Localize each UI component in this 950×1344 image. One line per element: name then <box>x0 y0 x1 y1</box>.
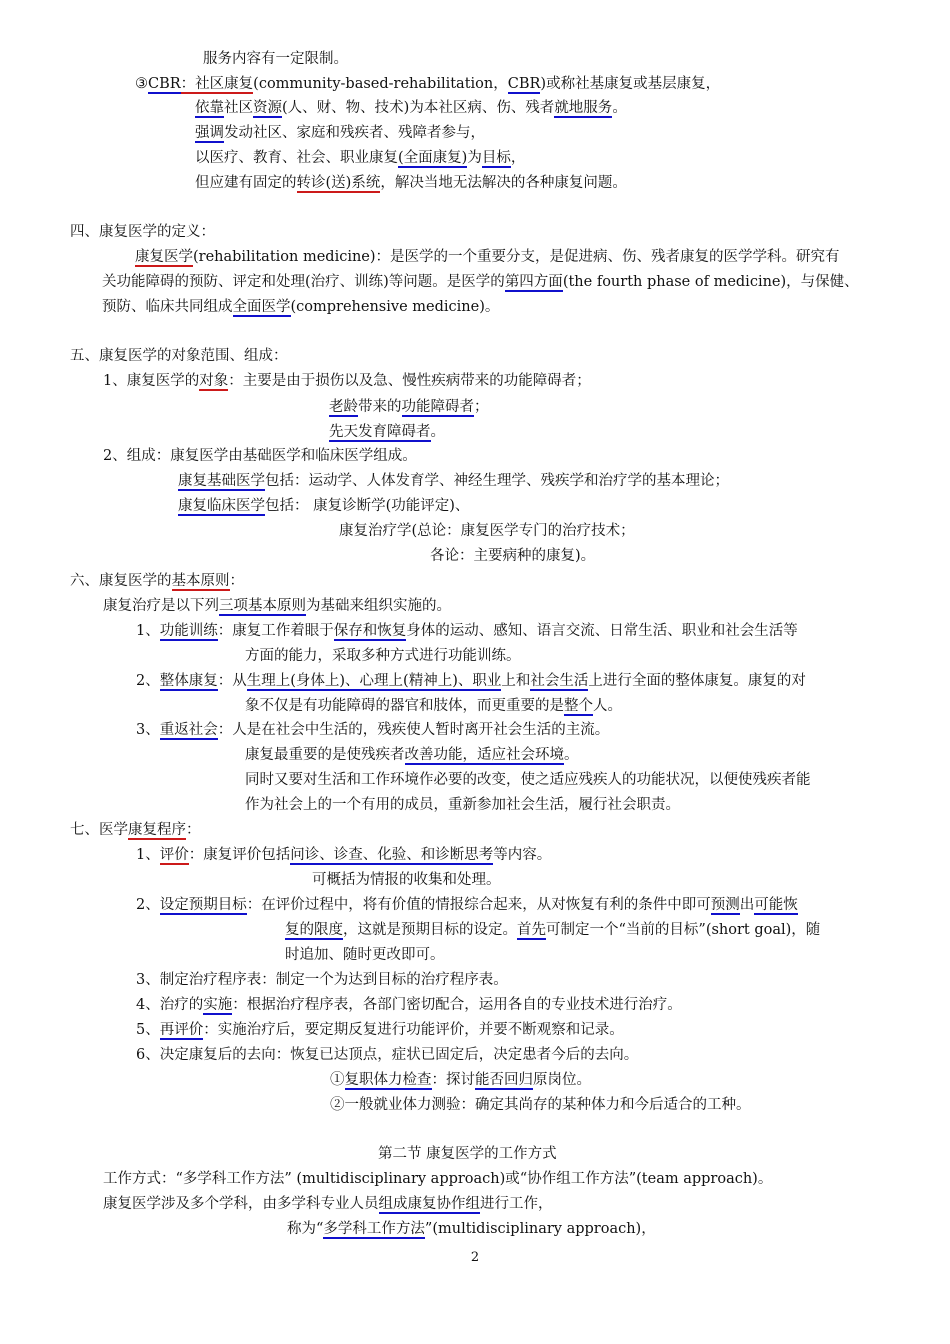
text-line <box>136 720 609 742</box>
text-line <box>245 745 579 767</box>
text-run: ：康复评价包括 <box>188 847 291 863</box>
text-run: ：在评价过程中，将有价值的情报综合起来，从对恢复有利的条件中即可 <box>246 897 711 913</box>
text-line <box>203 49 348 71</box>
text-run: 为 <box>467 150 482 166</box>
underlined-term: (全面康复) <box>398 150 468 166</box>
text-line <box>285 920 820 942</box>
underlined-term: 实施 <box>203 997 233 1013</box>
text-line <box>195 123 485 145</box>
text-line <box>70 820 201 842</box>
text-run: 四、康复医学的定义： <box>70 224 215 240</box>
text-line <box>103 1169 772 1191</box>
text-run: 五、康复医学的对象范围、组成： <box>70 348 288 364</box>
text-run: 5、 <box>136 1022 160 1038</box>
text-run: 以医疗、教育、社会、职业康复 <box>195 150 398 166</box>
text-run: 上和 <box>501 673 531 689</box>
text-run: 包括：运动学、人体发育学、神经生理学、残疾学和治疗学的基本理论； <box>265 473 729 489</box>
text-line <box>103 596 451 618</box>
text-run: 原岗位。 <box>533 1072 591 1088</box>
underlined-term: 多学科工作方法 <box>323 1221 425 1237</box>
underlined-term: 三项基本原则 <box>219 598 306 614</box>
text-line <box>103 1194 553 1216</box>
text-line <box>378 1144 557 1166</box>
text-run: 预防、临床共同组成 <box>102 299 233 315</box>
text-run: 关功能障碍的预防、评定和处理(治疗、训练)等问题。是医学的 <box>102 274 505 290</box>
underlined-term: 目标 <box>481 150 511 166</box>
text-run: ：人是在社会中生活的，残疾使人暂时离开社会生活的主流。 <box>217 722 610 738</box>
text-run: 方面的能力，采取多种方式进行功能训练。 <box>245 648 521 664</box>
underlined-term: 功能障碍者 <box>401 399 474 415</box>
text-line <box>178 496 469 518</box>
text-line <box>195 98 627 120</box>
text-run: 1、 <box>136 623 160 639</box>
text-line <box>102 272 859 294</box>
underlined-term: 社会生活 <box>530 673 589 689</box>
text-run: 作为社会上的一个有用的成员，重新参加社会生活，履行社会职责。 <box>245 797 680 813</box>
text-run: 身体的运动、感知、语言交流、日常生活、职业和社会生活等 <box>406 623 798 639</box>
text-run: (the fourth phase of medicine)，与保健、 <box>562 274 859 290</box>
underlined-term: 生理上(身体上)、心理上(精神上)、职业 <box>246 673 502 689</box>
page-number: 2 <box>470 1250 480 1265</box>
text-line <box>195 173 627 195</box>
underlined-term: 再评价 <box>159 1022 204 1038</box>
text-run: 1、 <box>136 847 160 863</box>
text-run: 带来的 <box>358 399 402 415</box>
text-run: ②一般就业体力测验：确定其尚存的某种体力和今后适合的工种。 <box>330 1097 751 1113</box>
text-run: 3、 <box>136 722 160 738</box>
text-run: (rehabilitation medicine)：是医学的一个重要分支，是促进病、伤、残者康复的医学学科。研究有 <box>193 249 840 265</box>
underlined-term: 康复医学 <box>135 249 193 265</box>
text-run: 。 <box>430 424 445 440</box>
text-run: 但应建有固定的 <box>195 175 297 191</box>
text-line <box>136 895 798 917</box>
text-line <box>339 521 635 543</box>
text-line <box>245 795 680 817</box>
text-run: )或称社基康复或基层康复， <box>540 76 721 92</box>
underlined-term: 基本原则 <box>171 573 230 589</box>
text-run: 包括： 康复诊断学(功能评定)、 <box>265 498 470 514</box>
text-run: 2、 <box>136 897 160 913</box>
text-run: 同时又要对生活和工作环境作必要的改变，使之适应残疾人的功能状况，以便使残疾者能 <box>245 772 811 788</box>
text-line <box>136 671 806 693</box>
text-run: ， <box>510 150 526 166</box>
underlined-term: ：社区康复 <box>180 76 254 92</box>
text-line <box>178 471 729 493</box>
text-run: 康复最重要的是使残疾者 <box>245 747 405 763</box>
underlined-term: 保存和恢复 <box>333 623 407 639</box>
text-run: 进行工作， <box>480 1196 553 1212</box>
text-line <box>136 995 682 1017</box>
underlined-term: 复职体力检查 <box>344 1072 432 1088</box>
text-run: 出 <box>739 897 755 913</box>
text-line <box>136 1045 638 1067</box>
underlined-term: 先天发育障碍者 <box>329 424 431 440</box>
underlined-term: CBR <box>148 76 181 92</box>
text-line <box>287 1219 656 1241</box>
text-run: 3、制定治疗程序表：制定一个为达到目标的治疗程序表。 <box>136 972 508 988</box>
text-run: ”(multidisciplinary approach)， <box>424 1221 656 1237</box>
underlined-term: 能否回归 <box>475 1072 533 1088</box>
text-run: (community-based-rehabilitation， <box>253 76 508 92</box>
text-line <box>285 945 445 967</box>
text-run: 六、康复医学的 <box>70 573 172 589</box>
underlined-term: 就地服务 <box>554 100 613 116</box>
text-run: (人、财、物、技术)为本社区病、伤、残者 <box>282 100 555 116</box>
underlined-term: 设定预期目标 <box>159 897 247 913</box>
text-run: ，解决当地无法解决的各种康复问题。 <box>380 175 627 191</box>
text-run: 2、 <box>136 673 160 689</box>
underlined-term: 首先 <box>517 922 546 938</box>
text-run: ：探讨 <box>431 1072 475 1088</box>
text-run: (comprehensive medicine)。 <box>290 299 500 315</box>
text-line <box>102 297 499 319</box>
text-run: 七、医学 <box>70 822 128 838</box>
underlined-term: 复的限度 <box>285 922 343 938</box>
text-run: 4、治疗的 <box>136 997 204 1013</box>
underlined-term: 依靠 <box>195 100 224 116</box>
text-run: 称为“ <box>287 1221 324 1237</box>
text-run: 为基础来组织实施的。 <box>306 598 451 614</box>
text-line <box>330 1070 591 1092</box>
text-run: 第二节 康复医学的工作方式 <box>378 1146 557 1162</box>
text-line <box>312 870 501 892</box>
text-line <box>245 696 622 718</box>
underlined-term: 可能恢 <box>754 897 798 913</box>
text-run: ：从 <box>217 673 247 689</box>
text-run: 人。 <box>593 698 622 714</box>
text-run: 时追加、随时更改即可。 <box>285 947 445 963</box>
text-line <box>136 1020 624 1042</box>
underlined-term: 第四方面 <box>504 274 563 290</box>
text-run: 可制定一个“当前的目标”(short goal)，随 <box>546 922 821 938</box>
text-run: 6、决定康复后的去向：恢复已达顶点，症状已固定后，决定患者今后的去向。 <box>136 1047 639 1063</box>
text-run: 上进行全面的整体康复。康复的对 <box>588 673 806 689</box>
underlined-term: CBR <box>507 76 541 92</box>
text-line <box>135 74 720 96</box>
text-line <box>135 247 840 269</box>
text-line <box>329 397 489 419</box>
text-run: ① <box>330 1072 345 1088</box>
underlined-term: 强调 <box>195 125 224 141</box>
underlined-term: 组成康复协作组 <box>378 1196 480 1212</box>
text-run: 社区 <box>224 100 253 116</box>
text-run: 服务内容有一定限制。 <box>203 51 348 67</box>
text-run: ：根据治疗程序表，各部门密切配合，运用各自的专业技术进行治疗。 <box>232 997 682 1013</box>
underlined-term: 整个 <box>564 698 593 714</box>
text-run: ：主要是由于损伤以及急、慢性疾病带来的功能障碍者； <box>228 373 591 389</box>
underlined-term: 资源 <box>253 100 282 116</box>
text-line <box>136 621 798 643</box>
underlined-term: 康复基础医学 <box>178 473 265 489</box>
text-run: 康复医学涉及多个学科，由多学科专业人员 <box>103 1196 379 1212</box>
text-line <box>245 770 811 792</box>
underlined-term: 评价 <box>159 847 189 863</box>
text-run: ，这就是预期目标的设定。 <box>343 922 517 938</box>
underlined-term: 功能训练 <box>159 623 218 639</box>
underlined-term: 改善功能，适应社会环境 <box>404 747 564 763</box>
text-run: ：康复工作着眼于 <box>217 623 334 639</box>
underlined-term: 康复程序 <box>128 822 186 838</box>
text-line <box>329 422 445 444</box>
text-line <box>430 546 595 568</box>
text-run: 可概括为情报的收集和处理。 <box>312 872 501 888</box>
text-run: ： <box>229 573 244 589</box>
underlined-term: 转诊(送)系统 <box>296 175 381 191</box>
text-line <box>70 346 288 368</box>
text-line <box>70 571 244 593</box>
text-run: ； <box>474 399 489 415</box>
text-run: 2、组成：康复医学由基础医学和临床医学组成。 <box>103 448 417 464</box>
text-line <box>136 970 508 992</box>
underlined-term: 老龄 <box>329 399 358 415</box>
text-run: 等内容。 <box>493 847 552 863</box>
text-run: ：实施治疗后，要定期反复进行功能评价，并要不断观察和记录。 <box>203 1022 624 1038</box>
text-line <box>70 222 215 244</box>
text-line <box>195 148 525 170</box>
text-line <box>136 845 551 867</box>
text-run: 康复治疗学(总论：康复医学专门的治疗技术； <box>339 523 635 539</box>
text-line <box>245 646 521 668</box>
text-run: 各论：主要病种的康复)。 <box>430 548 596 564</box>
text-line <box>103 371 591 393</box>
underlined-term: 预测 <box>710 897 740 913</box>
underlined-term: 全面医学 <box>232 299 291 315</box>
text-run: 工作方式：“多学科工作方法” (multidisciplinary approach)或“协作组工作方法”(team approach)。 <box>103 1171 773 1187</box>
text-run: 康复治疗是以下列 <box>103 598 219 614</box>
text-run: 发动社区、家庭和残疾者、残障者参与， <box>224 125 485 141</box>
underlined-term: 重返社会 <box>159 722 218 738</box>
text-line <box>103 446 417 468</box>
text-run: ： <box>186 822 201 838</box>
text-run: ③ <box>135 76 148 92</box>
text-run: 。 <box>612 100 627 116</box>
text-line <box>330 1095 751 1117</box>
underlined-term: 对象 <box>199 373 229 389</box>
text-run: 。 <box>564 747 579 763</box>
text-run: 1、康复医学的 <box>103 373 200 389</box>
underlined-term: 康复临床医学 <box>178 498 265 514</box>
underlined-term: 整体康复 <box>159 673 218 689</box>
underlined-term: 问诊、诊查、化验、和诊断思考 <box>290 847 494 863</box>
text-run: 象不仅是有功能障碍的器官和肢体，而更重要的是 <box>245 698 564 714</box>
